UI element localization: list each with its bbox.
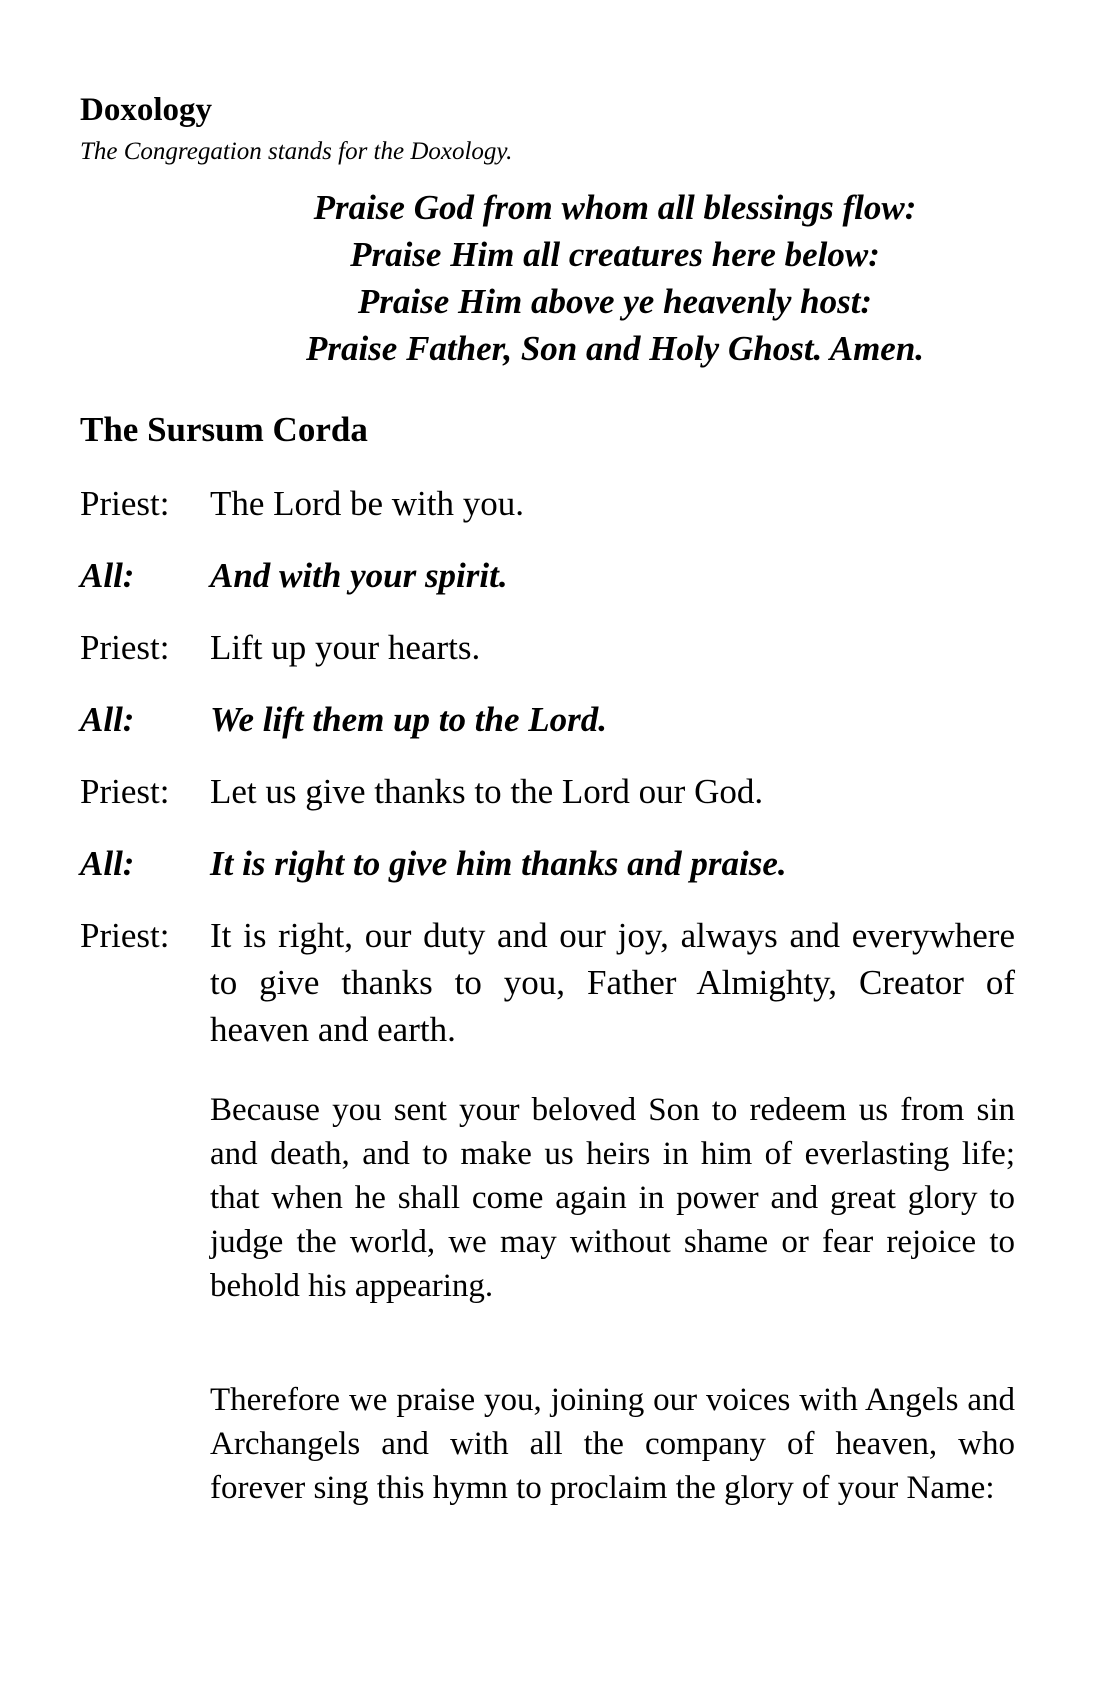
dialog-text: It is right, our duty and our joy, always and everywhere to give thanks to you, Father Almighty, Creator of heaven and earth. — [210, 916, 1015, 1049]
doxology-rubric: The Congregation stands for the Doxology. — [80, 138, 513, 165]
verse-line: Praise Father, Son and Holy Ghost. Amen. — [305, 329, 925, 368]
dialog-text: The Lord be with you. — [210, 484, 524, 523]
dialog-text: It is right to give him thanks and praise. — [210, 844, 787, 883]
speaker-label: All: — [80, 700, 135, 739]
dialog-row — [80, 552, 1015, 599]
verse-line: Praise God from whom all blessings flow: — [313, 188, 917, 227]
speaker-label: Priest: — [80, 772, 170, 811]
dialog-row — [80, 840, 1015, 887]
dialog-row — [80, 912, 1015, 1053]
doxology-heading: Doxology — [80, 92, 212, 128]
dialog-text: Lift up your hearts. — [210, 628, 481, 667]
speaker-label: All: — [80, 844, 135, 883]
dialog-row — [80, 480, 1015, 527]
sursum-corda-heading: The Sursum Corda — [80, 410, 368, 449]
dialog-text: And with your spirit. — [210, 556, 508, 595]
dialog-text: Let us give thanks to the Lord our God. — [210, 772, 764, 811]
dialog-row — [80, 624, 1015, 671]
dialog-text: We lift them up to the Lord. — [210, 700, 607, 739]
verse-line: Praise Him above ye heavenly host: — [357, 282, 873, 321]
speaker-label: Priest: — [80, 484, 170, 523]
dialog-row — [80, 768, 1015, 815]
preface-paragraph: Therefore we praise you, joining our voices with Angels and Archangels and with all the company of heaven, who forever sing this hymn to proclaim the glory of your Name: — [210, 1382, 1015, 1506]
speaker-label: All: — [80, 556, 135, 595]
verse-line: Praise Him all creatures here below: — [350, 235, 880, 274]
preface-paragraph: Because you sent your beloved Son to redeem us from sin and death, and to make us heirs in him of everlasting life; that when he shall come again in power and great glory to judge the world, we may without shame or fear rejoice to behold his appearing. — [210, 1092, 1015, 1304]
speaker-label: Priest: — [80, 628, 170, 667]
doxology-verse — [150, 184, 1080, 372]
sursum-corda-dialog — [80, 480, 1015, 1078]
speaker-label: Priest: — [80, 916, 170, 955]
dialog-row — [80, 696, 1015, 743]
